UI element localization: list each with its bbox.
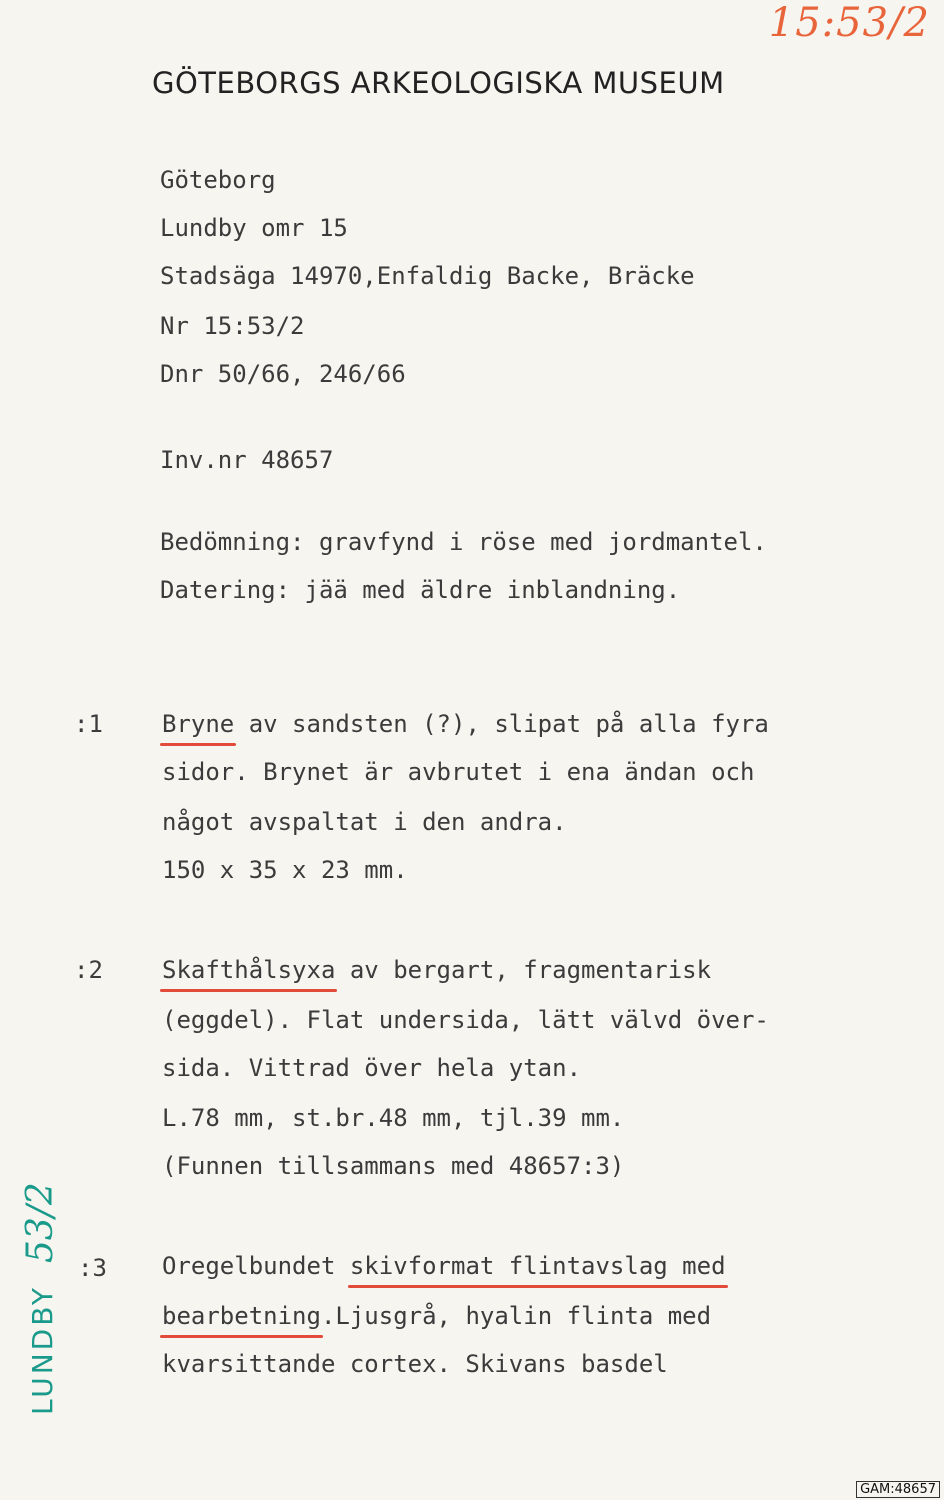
dating-line: Datering: jää med äldre inblandning. [160,576,681,604]
assessment-line: Bedömning: gravfynd i röse med jordmantel. [160,528,767,556]
underlined-term: bearbetning [162,1302,321,1330]
description-text: .Ljusgrå, hyalin flinta med [320,1302,712,1330]
item-description-line: sidor. Brynet är avbrutet i ena ändan och [162,758,755,786]
item-description-line [162,1252,726,1280]
underlined-term: Skafthålsyxa [162,956,336,984]
item-description-line: (eggdel). Flat undersida, lätt välvd över- [162,1006,769,1034]
inventory-number: Inv.nr 48657 [160,446,334,474]
item-note: (Funnen tillsammans med 48657:3) [162,1152,625,1180]
site-line: Stadsäga 14970,Enfaldig Backe, Bräcke [160,262,695,290]
item-description-line [162,956,711,984]
location-line: Göteborg [160,166,276,194]
description-text: Oregelbundet [162,1252,350,1280]
item-description-line [162,710,769,738]
item-dimensions: 150 x 35 x 23 mm. [162,856,408,884]
area-line: Lundby omr 15 [160,214,348,242]
description-text: av sandsten (?), slipat på alla fyra [234,710,769,738]
museum-heading: GÖTEBORGS ARKEOLOGISKA MUSEUM [152,66,725,100]
item-description-line: sida. Vittrad över hela ytan. [162,1054,582,1082]
item-description-line: något avspaltat i den andra. [162,808,567,836]
archive-label: GAM:48657 [856,1481,940,1498]
side-handwritten-note [20,1160,70,1420]
side-note-number: 53/2 [20,1182,61,1263]
diary-number-line: Dnr 50/66, 246/66 [160,360,406,388]
item-number: :3 [78,1254,107,1282]
description-text: av bergart, fragmentarisk [335,956,712,984]
site-number-line: Nr 15:53/2 [160,312,305,340]
underlined-term: Bryne [162,710,235,738]
item-description-line: kvarsittande cortex. Skivans basdel [162,1350,668,1378]
item-description-line [162,1302,711,1330]
item-number: :1 [74,710,103,738]
item-dimensions: L.78 mm, st.br.48 mm, tjl.39 mm. [162,1104,625,1132]
side-note-place: LUNDBY [26,1285,59,1415]
item-number: :2 [74,956,103,984]
handwritten-catalog-number: 15:53/2 [768,0,930,46]
underlined-term: skivformat flintavslag med [349,1252,726,1280]
